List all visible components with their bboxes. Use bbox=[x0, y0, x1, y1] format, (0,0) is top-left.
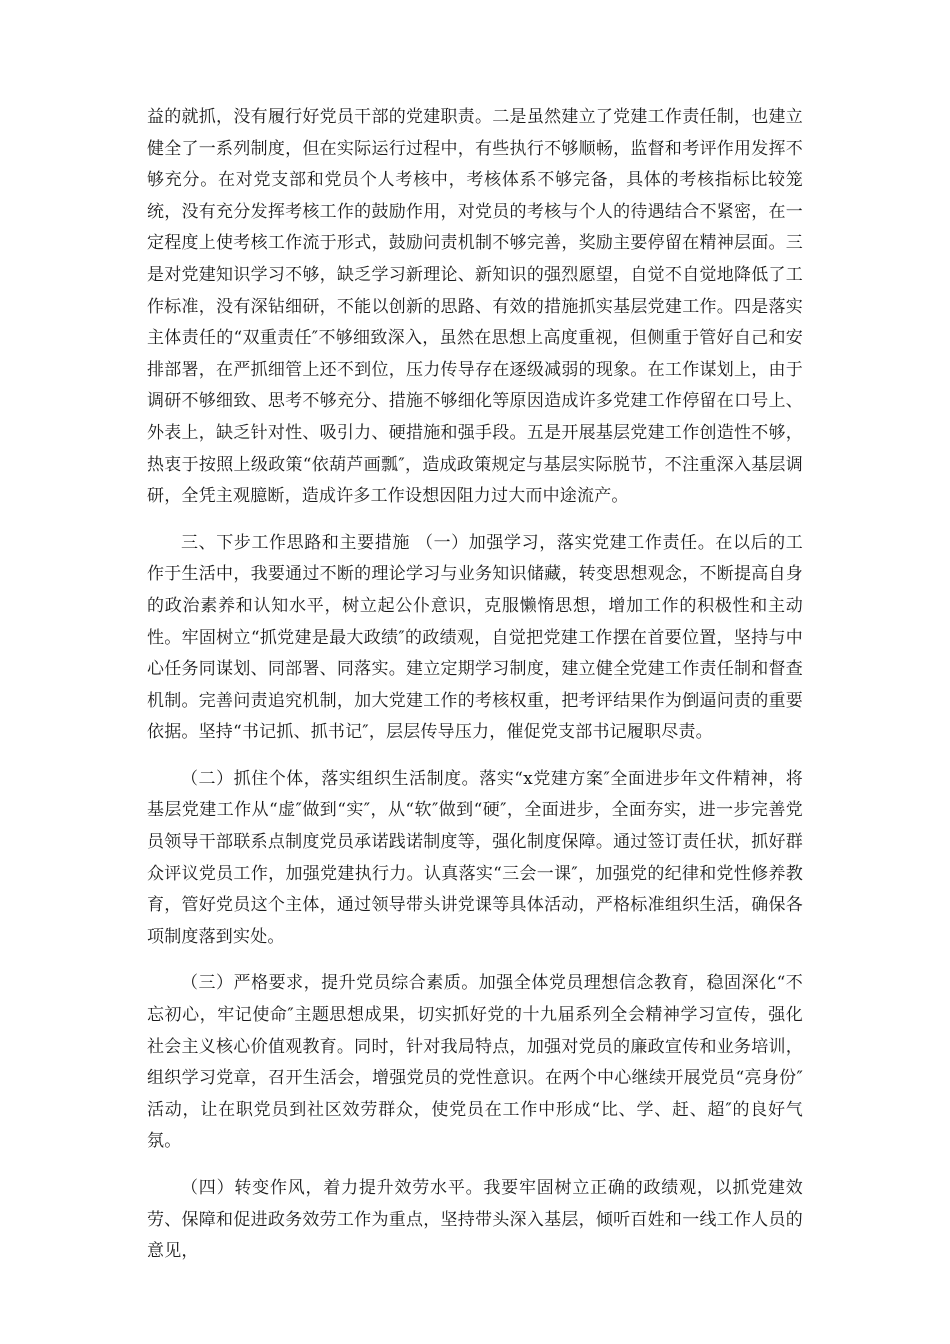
document-body bbox=[147, 102, 803, 1268]
paragraph-problems-continued: 益的就抓，没有履行好党员干部的党建职责。二是虽然建立了党建工作责任制，也建立健全了一系列制度，但在实际运行过程中，有些执行不够顺畅，监督和考评作用发挥不够充分。在对党支部和党员个人考核中，考核体系不够完备，具体的考核指标比较笼统，没有充分发挥考核工作的鼓励作用，对党员的考核与个人的待遇结合不紧密，在一定程度上使考核工作流于形式，鼓励问责机制不够完善，奖励主要停留在精神层面。三是对党建知识学习不够，缺乏学习新理论、新知识的强烈愿望，自觉不自觉地降低了工作标准，没有深钻细研，不能以创新的思路、有效的措施抓实基层党建工作。四是落实主体责任的“双重责任″不够细致深入，虽然在思想上高度重视，但侧重于管好自己和安排部署，在严抓细管上还不到位，压力传导存在逐级减弱的现象。在工作谋划上，由于调研不够细致、思考不够充分、措施不够细化等原因造成许多党建工作停留在口号上、外表上，缺乏针对性、吸引力、硬措施和强手段。五是开展基层党建工作创造性不够，热衷于按照上级政策“依葫芦画瓢″，造成政策规定与基层实际脱节，不注重深入基层调研，全凭主观臆断，造成许多工作设想因阻力过大而中途流产。 bbox=[147, 107, 803, 507]
paragraph-measure-three: （三）严格要求，提升党员综合素质。加强全体党员理想信念教育，稳固深化“不忘初心，牢记使命″主题思想成果，切实抓好党的十九届系列全会精神学习宣传，强化社会主义核心价值观教育。同时，针对我局特点，加强对党员的廉政宣传和业务培训，组织学习党章，召开生活会，增强党员的党性意识。在两个中心继续开展党员“亮身份″活动，让在职党员到社区效劳群众，使党员在工作中形成“比、学、赶、超″的良好气氛。 bbox=[147, 973, 803, 1152]
paragraph-section-three-measures: 三、下步工作思路和主要措施 （一）加强学习，落实党建工作责任。在以后的工作于生活中，我要通过不断的理论学习与业务知识储藏，转变思想观念，不断提高自身的政治素养和认知水平，树立起公仆意识，克服懒惰思想，增加工作的积极性和主动性。牢固树立“抓党建是最大政绩″的政绩观，自觉把党建工作摆在首要位置，坚持与中心任务同谋划、同部署、同落实。建立定期学习制度，建立健全党建工作责任制和督查机制。完善问责追究机制，加大党建工作的考核权重，把考评结果作为倒逼问责的重要依据。坚持“书记抓、抓书记″，层层传导压力，催促党支部书记履职尽责。 bbox=[147, 532, 803, 743]
paragraph-measure-two: （二）抓住个体，落实组织生活制度。落实“x党建方案″全面进步年文件精神，将基层党建工作从“虚″做到“实″，从“软″做到“硬″，全面进步，全面夯实，进一步完善党员领导干部联系点制度党员承诺践诺制度等，强化制度保障。通过签订责任状，抓好群众评议党员工作，加强党建执行力。认真落实“三会一课″，加强党的纪律和党性修养教育，管好党员这个主体，通过领导带头讲党课等具体活动，严格标准组织生活，确保各项制度落到实处。 bbox=[147, 768, 803, 947]
paragraph-measure-four: （四）转变作风，着力提升效劳水平。我要牢固树立正确的政绩观，以抓党建效劳、保障和促进政务效劳工作为重点，坚持带头深入基层，倾听百姓和一线工作人员的意见， bbox=[147, 1178, 803, 1262]
